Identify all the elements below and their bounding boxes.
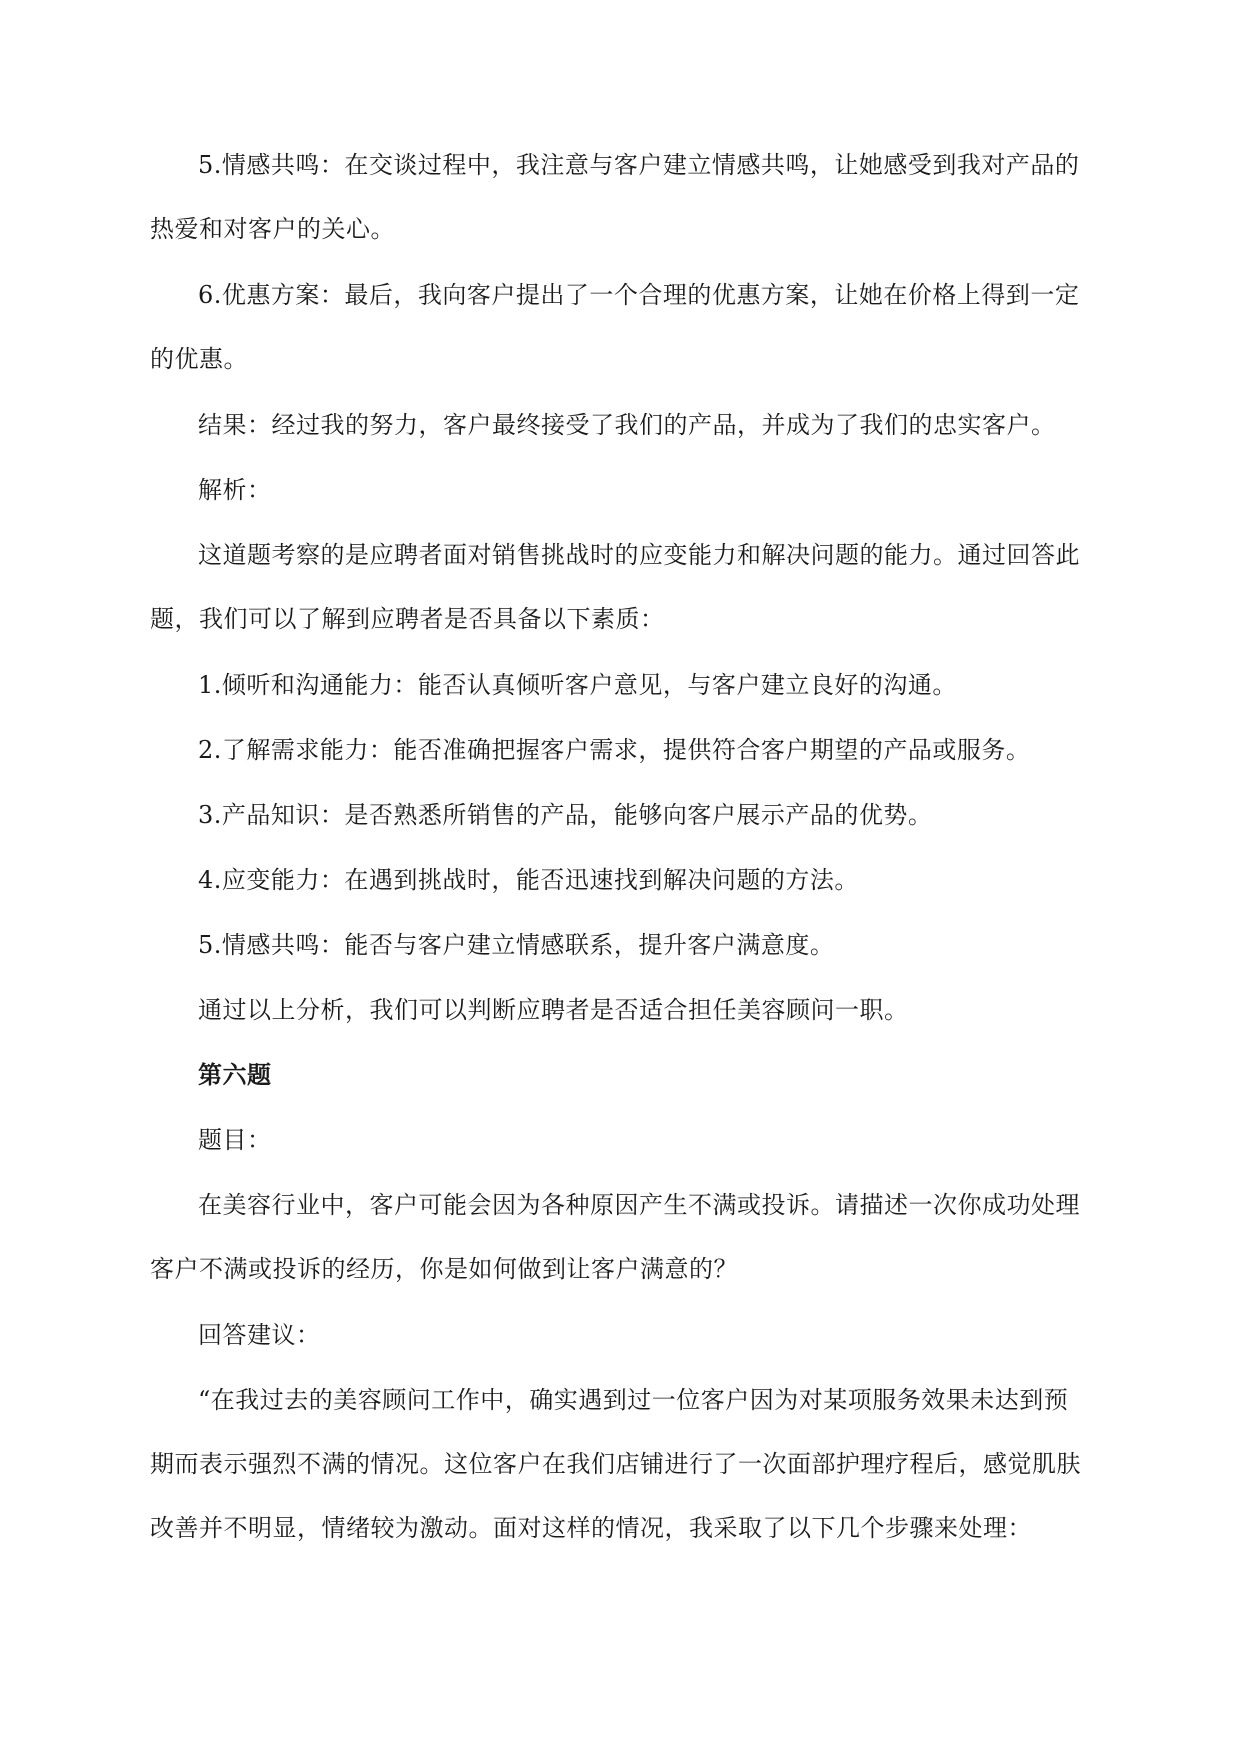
list-item-needs: 2.了解需求能力：能否准确把握客户需求，提供符合客户期望的产品或服务。 [198,736,1031,764]
paragraph-analysis-intro: 这道题考察的是应聘者面对销售挑战时的应变能力和解决问题的能力。通过回答此题，我们可以了解到应聘者是否具备以下素质： [150,541,1080,633]
list-item-emotional-resonance: 5.情感共鸣：能否与客户建立情感联系，提升客户满意度。 [198,931,835,959]
list-item-adaptability: 4.应变能力：在遇到挑战时，能否迅速找到解决问题的方法。 [198,866,859,894]
list-item-listening: 1.倾听和沟通能力：能否认真倾听客户意见，与客户建立良好的沟通。 [198,671,957,699]
paragraph-conclusion: 通过以上分析，我们可以判断应聘者是否适合担任美容顾问一职。 [198,996,909,1024]
paragraph-analysis-label: 解析： [198,476,272,504]
paragraph-question: 在美容行业中，客户可能会因为各种原因产生不满或投诉。请描述一次你成功处理客户不满或投诉的经历，你是如何做到让客户满意的？ [150,1191,1080,1283]
section-heading: 第六题 [198,1061,272,1089]
paragraph-question-label: 题目： [198,1126,272,1154]
paragraph-discount-plan: 6.优惠方案：最后，我向客户提出了一个合理的优惠方案，让她在价格上得到一定的优惠。 [150,281,1080,373]
list-item-product-knowledge: 3.产品知识：是否熟悉所销售的产品，能够向客户展示产品的优势。 [198,801,933,829]
paragraph-answer: “在我过去的美容顾问工作中，确实遇到过一位客户因为对某项服务效果未达到预期而表示强烈不满的情况。这位客户在我们店铺进行了一次面部护理疗程后，感觉肌肤改善并不明显，情绪较为激动。面对这样的情况，我采取了以下几个步骤来处理： [150,1386,1081,1542]
paragraph-result: 结果：经过我的努力，客户最终接受了我们的产品，并成为了我们的忠实客户。 [198,411,1056,439]
paragraph-emotional-resonance: 5.情感共鸣：在交谈过程中，我注意与客户建立情感共鸣，让她感受到我对产品的热爱和对客户的关心。 [150,151,1080,243]
paragraph-answer-label: 回答建议： [198,1321,321,1349]
